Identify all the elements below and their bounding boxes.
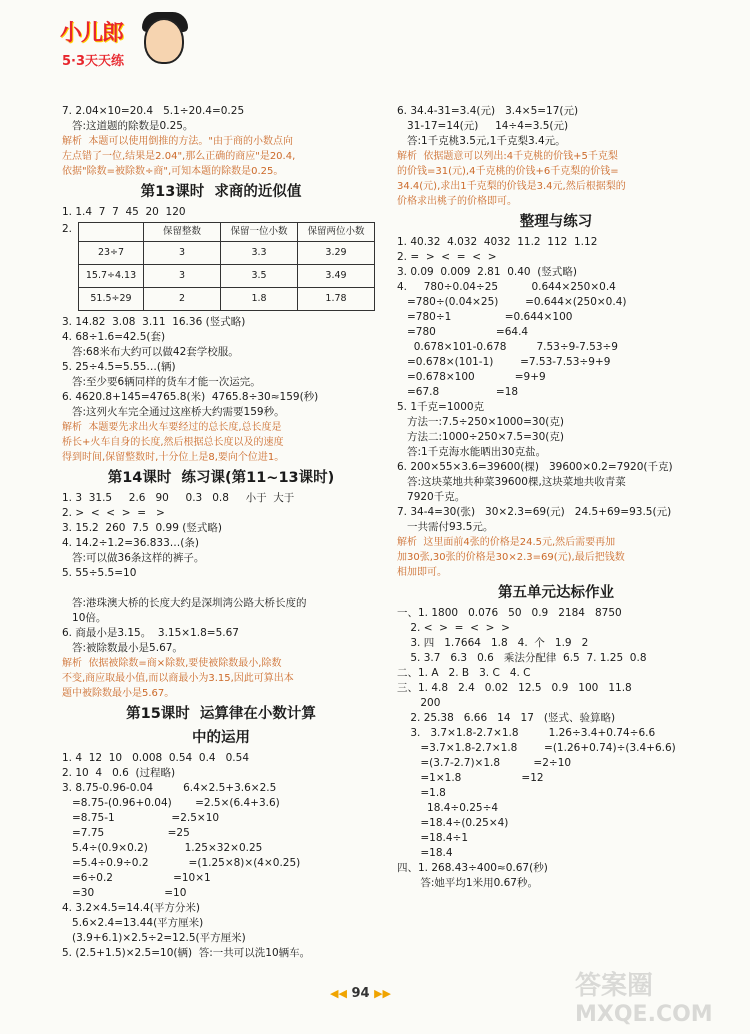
answer-line: 1. 3 31.5 2.6 90 0.3 0.8 小于 大于 (62, 492, 295, 505)
rounding-table (78, 222, 375, 311)
answer-line: 答:被除数最小是5.67。 (62, 642, 183, 655)
prev-arrows-icon: ◀◀ (330, 987, 347, 1000)
table-row (79, 265, 375, 288)
answer-line: 6. 34.4-31=3.4(元) 3.4×5=17(元) (397, 105, 579, 117)
answer-line: 方法二:1000÷250×7.5=30(克) (397, 431, 564, 444)
mascot-face-icon (144, 18, 184, 64)
answer-line: 答:这列火车完全通过这座桥大约需要159秒。 (62, 406, 285, 419)
brand-logo (60, 10, 190, 72)
brand-name: 小儿郎 (60, 21, 124, 46)
answer-line: 答:1千克桃3.5元,1千克梨3.4元。 (397, 135, 566, 147)
watermark-line-1: 答案圈 (575, 971, 654, 1001)
section-heading: 整理与练习 (519, 214, 593, 230)
answer-line: 2. 10 4 0.6 (过程略) (62, 767, 176, 780)
answer-line: 方法一:7.5÷250×1000=30(克) (397, 416, 564, 429)
right-column (397, 104, 715, 891)
answer-line: =67.8 =18 (397, 386, 519, 399)
answer-line: 5. (2.5+1.5)×2.5=10(辆) 答:一共可以洗10辆车。 (62, 947, 311, 960)
question-number: 2. (62, 223, 73, 236)
answer-line: 3. 14.82 3.08 3.11 16.36 (竖式略) (62, 316, 246, 329)
answer-line: 答:至少要6辆同样的货车才能一次运完。 (62, 376, 261, 389)
table-header-cell: 保留两位小数 (298, 223, 375, 242)
section-heading: 第13课时 求商的近似值 (140, 184, 302, 200)
next-arrows-icon: ▶▶ (374, 987, 391, 1000)
answer-line: 4. 3.2×4.5=14.4(平方分米) (62, 902, 200, 915)
answer-line: 7. 34-4=30(张) 30×2.3=69(元) 24.5+69=93.5(元) (397, 506, 672, 519)
table-row (79, 288, 375, 311)
answer-line: (3.9+6.1)×2.5÷2=12.5(平方厘米) (62, 932, 246, 945)
table-row (79, 242, 375, 265)
table-header-cell: 保留一位小数 (221, 223, 298, 242)
answer-line: =8.75-(0.96+0.04) =2.5×(6.4+3.6) (62, 797, 280, 810)
table-cell: 3 (144, 265, 221, 288)
table-cell: 3.3 (221, 242, 298, 265)
answer-line: 答:这块菜地共种菜39600棵,这块菜地共收青菜 (397, 476, 626, 489)
answer-line: 18.4÷0.25÷4 (397, 802, 499, 815)
answer-line: 6. 商最小是3.15。 3.15×1.8=5.67 (62, 627, 239, 640)
answer-line: =3.7×1.8-2.7×1.8 =(1.26+0.74)÷(3.4+6.6) (397, 742, 676, 755)
answer-line: 1. 1.4 7 7 45 20 120 (62, 206, 186, 219)
answer-line: 5. 25÷4.5=5.55…(辆) (62, 361, 176, 374)
answer-line: 5.4÷(0.9×0.2) 1.25×32×0.25 (62, 842, 263, 855)
answer-line: 2. > < < > = > (62, 507, 165, 520)
answer-line: 3. 3.7×1.8-2.7×1.8 1.26÷3.4+0.74÷6.6 (397, 727, 656, 740)
answer-line: =18.4 (397, 847, 453, 860)
table-cell: 3.49 (298, 265, 375, 288)
analysis-note: 解析 这里面前4张的价格是24.5元,然后需要再加 加30张,30张的价格是30×2.3=69(元),最后把钱数 相加即可。 (397, 537, 625, 579)
answer-line: 3. 8.75-0.96-0.04 6.4×2.5+3.6×2.5 (62, 782, 277, 795)
answer-line: 三、1. 4.8 2.4 0.02 12.5 0.9 100 11.8 (397, 682, 632, 695)
answer-line: 1. 40.32 4.032 4032 11.2 112 1.12 (397, 236, 598, 249)
answer-line: 200 (397, 697, 441, 710)
answer-line: =780÷(0.04×25) =0.644×(250×0.4) (397, 296, 627, 309)
table-cell: 3.5 (221, 265, 298, 288)
analysis-note: 解析 依据被除数=商×除数,要使被除数最小,除数 不变,商应取最小值,而以商最小为3.15,因此可算出本 题中被除数最小是5.67。 (62, 658, 294, 700)
answer-line: 四、1. 268.43÷400≈0.67(秒) (397, 862, 548, 875)
table-header-cell: 保留整数 (144, 223, 221, 242)
answer-line: 1. 4 12 10 0.008 0.54 0.4 0.54 (62, 752, 250, 765)
answer-line: 5. 55÷5.5=10 (62, 567, 137, 580)
analysis-note: 解析 本题要先求出火车要经过的总长度,总长度是 桥长+火车自身的长度,然后根据总长度以及的速度 得到时间,保留整数时,十分位上是8,要向个位进1。 (62, 422, 285, 464)
page-number: 94 (351, 986, 370, 1001)
answer-line: =(3.7-2.7)×1.8 =2÷10 (397, 757, 572, 770)
answer-line: 答:港珠澳大桥的长度大约是深圳湾公路大桥长度的 (62, 597, 307, 610)
answer-line: 0.678×101-0.678 7.53÷9-7.53÷9 (397, 341, 618, 354)
answer-line: 5. 1千克=1000克 (397, 401, 485, 414)
answer-line: 答:1千克海水能晒出30克盐。 (397, 446, 547, 459)
answer-line: 3. 0.09 0.009 2.81 0.40 (竖式略) (397, 266, 577, 279)
analysis-note: 解析 依据题意可以列出:4千克桃的价钱+5千克梨 的价钱=31(元),4千克桃的价钱+6千克梨的价钱= 34.4(元),求出1千克梨的价钱是3.4元,然后根据梨的 价格求出桃子的价格即可。 (397, 151, 626, 207)
answer-line: 二、1. A 2. B 3. C 4. C (397, 667, 531, 680)
answer-line: 7. 2.04×10=20.4 5.1÷20.4=0.25 (62, 105, 245, 117)
page-footer (330, 986, 391, 1001)
answer-line: =0.678×100 =9+9 (397, 371, 546, 384)
answer-line: 4. 780÷0.04÷25 0.644×250×0.4 (397, 281, 616, 294)
table-cell: 3.29 (298, 242, 375, 265)
answer-line: =780÷1 =0.644×100 (397, 311, 573, 324)
section-heading: 第14课时 练习课(第11~13课时) (107, 470, 335, 487)
answer-line: 10倍。 (62, 612, 107, 625)
section-heading: 第15课时 运算律在小数计算 (126, 706, 316, 723)
answer-line: 一共需付93.5元。 (397, 521, 494, 534)
watermark-line-2: MXQE.COM (575, 1002, 713, 1027)
answer-line: =8.75-1 =2.5×10 (62, 812, 220, 825)
brand-series: 5·3天天练 (62, 54, 125, 69)
answer-line: =1×1.8 =12 (397, 772, 544, 785)
answer-line: =18.4÷(0.25×4) (397, 817, 509, 830)
left-column (62, 104, 380, 961)
answer-line: 答:这道题的除数是0.25。 (62, 120, 194, 132)
answer-line: 6. 200×55×3.6=39600(棵) 39600×0.2=7920(千克) (397, 461, 673, 474)
answer-line: =780 =64.4 (397, 326, 529, 339)
answer-line: 一、1. 1800 0.076 50 0.9 2184 8750 (397, 607, 622, 620)
table-cell: 1.78 (298, 288, 375, 311)
answer-line: 3. 四 1.7664 1.8 4. 个 1.9 2 (397, 637, 589, 650)
answer-line: =1.8 (397, 787, 446, 800)
watermark (575, 965, 725, 1025)
answer-line: 2. = > < = < > (397, 251, 497, 264)
answer-line: 2. < > = < > > (397, 622, 510, 635)
analysis-note: 解析 本题可以使用倒推的方法。"由于商的小数点向 左点错了一位,结果是2.04",那么正确的商应"是20.4, 依据"除数=被除数÷商",可知本题的除数是0.25。 (62, 136, 296, 177)
answer-line: 答:68米布大约可以做42套学校服。 (62, 346, 239, 359)
table-cell: 1.8 (221, 288, 298, 311)
table-cell: 2 (144, 288, 221, 311)
answer-line (62, 581, 380, 596)
answer-line: 5.6×2.4=13.44(平方厘米) (62, 917, 204, 930)
table-cell: 51.5÷29 (79, 288, 144, 311)
table-wrapper (62, 222, 380, 311)
answer-line: 7920千克。 (397, 491, 466, 504)
answer-line: 答:她平均1米用0.67秒。 (397, 877, 538, 890)
answer-line: 31-17=14(元) 14÷4=3.5(元) (397, 120, 569, 132)
answer-line: 5. 3.7 6.3 0.6 乘法分配律 6.5 7. 1.25 0.8 (397, 652, 647, 665)
answer-line: 答:可以做36条这样的裤子。 (62, 552, 205, 565)
answer-line: =7.75 =25 (62, 827, 190, 840)
table-cell: 3 (144, 242, 221, 265)
answer-line: 3. 15.2 260 7.5 0.99 (竖式略) (62, 522, 222, 535)
answer-line: 4. 68÷1.6=42.5(套) (62, 331, 166, 344)
section-heading: 第五单元达标作业 (498, 585, 614, 602)
answer-line: =5.4÷0.9÷0.2 =(1.25×8)×(4×0.25) (62, 857, 301, 870)
table-header-cell (79, 223, 144, 242)
table-cell: 15.7÷4.13 (79, 265, 144, 288)
answer-line: =6÷0.2 =10×1 (62, 872, 211, 885)
section-heading: 中的运用 (192, 730, 250, 747)
table-cell: 23÷7 (79, 242, 144, 265)
answer-line: =0.678×(101-1) =7.53-7.53÷9+9 (397, 356, 611, 369)
answer-line: 2. 25.38 6.66 14 17 (竖式、验算略) (397, 712, 616, 725)
answer-line: 6. 4620.8+145=4765.8(米) 4765.8÷30≈159(秒) (62, 391, 319, 404)
answer-line: =30 =10 (62, 887, 187, 900)
answer-line: 4. 14.2÷1.2=36.833…(条) (62, 537, 199, 550)
answer-line: =18.4÷1 (397, 832, 469, 845)
